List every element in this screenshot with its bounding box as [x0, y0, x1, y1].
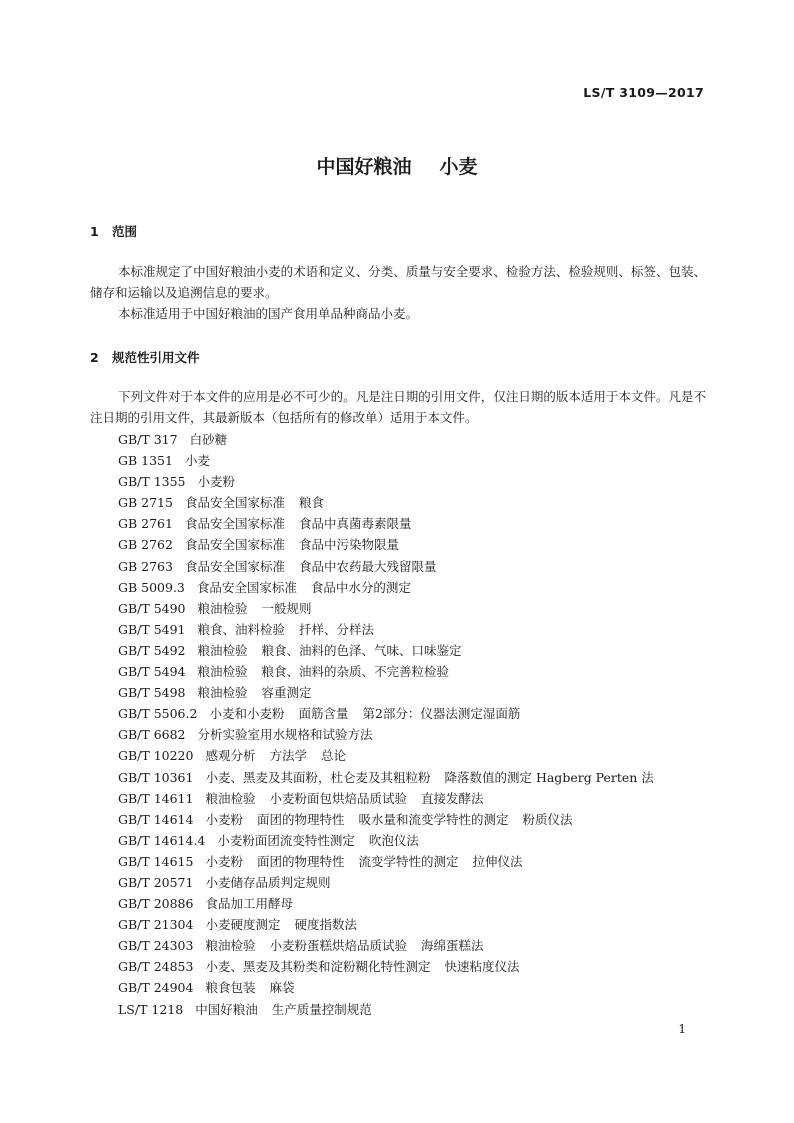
section-1-title: 范围 — [112, 224, 138, 239]
reference-title: 粮食包装 — [205, 980, 256, 996]
reference-title: 小麦粉 — [197, 474, 236, 490]
section-1-number: 1 — [90, 224, 99, 239]
reference-code: GB 2762 — [118, 537, 173, 553]
reference-item — [118, 809, 708, 830]
reference-title: 粮油检验 — [205, 790, 256, 806]
reference-code: GB/T 5506.2 — [118, 706, 198, 722]
reference-subtitle: 降落数值的测定 Hagberg Perten 法 — [444, 769, 654, 785]
reference-code: GB/T 21304 — [118, 917, 194, 933]
reference-title: 小麦、黑麦及其粉类和淀粉糊化特性测定 — [205, 959, 431, 975]
reference-subtitle: 面团的物理特性 — [256, 853, 345, 869]
reference-code: GB/T 5492 — [118, 642, 186, 658]
reference-subtitle: 快速粘度仪法 — [444, 959, 520, 975]
reference-subtitle2: 直接发酵法 — [421, 790, 484, 806]
reference-code: GB/T 5494 — [118, 664, 186, 680]
reference-item — [118, 598, 708, 619]
reference-subtitle: 食品中真菌毒素限量 — [298, 516, 412, 532]
reference-subtitle: 生产质量控制规范 — [271, 1001, 372, 1017]
reference-item — [118, 977, 708, 998]
section-2-heading — [90, 348, 200, 366]
reference-item — [118, 556, 708, 577]
reference-code: LS/T 1218 — [118, 1001, 184, 1017]
reference-code: GB/T 20886 — [118, 896, 194, 912]
section-1-heading — [90, 222, 137, 240]
reference-item — [118, 534, 708, 555]
section-2-number: 2 — [90, 350, 99, 365]
reference-subtitle: 方法学 — [269, 748, 307, 764]
reference-item — [118, 619, 708, 640]
reference-item — [118, 999, 708, 1020]
reference-subtitle: 粮食、油料的杂质、不完善粒检验 — [261, 664, 450, 680]
reference-code: GB/T 24303 — [118, 938, 194, 954]
reference-subtitle: 扦样、分样法 — [299, 621, 375, 637]
reference-title: 粮食、油料检验 — [197, 621, 286, 637]
reference-title: 粮油检验 — [197, 685, 248, 701]
reference-title: 食品加工用酵母 — [205, 896, 293, 912]
reference-code: GB/T 10220 — [118, 748, 194, 764]
reference-title: 白砂糖 — [189, 432, 228, 447]
reference-title: 小麦粉面团流变特性测定 — [217, 832, 355, 848]
title-part-2: 小麦 — [439, 156, 478, 178]
reference-subtitle: 面团的物理特性 — [256, 811, 345, 827]
reference-subtitle: 小麦粉蛋糕烘焙品质试验 — [269, 938, 407, 954]
reference-subtitle: 吹泡仪法 — [368, 832, 419, 848]
reference-subtitle2: 吸水量和流变学特性的测定 — [358, 811, 509, 827]
reference-code: GB/T 317 — [118, 432, 178, 447]
reference-title: 食品安全国家标准 — [184, 495, 285, 511]
reference-subtitle3: 粉质仪法 — [522, 811, 573, 827]
reference-code: GB 1351 — [118, 453, 173, 469]
reference-title: 小麦硬度测定 — [205, 917, 281, 933]
reference-subtitle2: 流变学特性的测定 — [358, 853, 459, 869]
reference-code: GB 2761 — [118, 516, 173, 532]
reference-title: 小麦粉 — [205, 811, 243, 827]
page-number: 1 — [678, 1022, 686, 1036]
reference-item — [118, 492, 708, 513]
reference-code: GB/T 14614 — [118, 811, 194, 827]
reference-item — [118, 935, 708, 956]
reference-list — [118, 429, 708, 1020]
reference-subtitle3: 拉伸仪法 — [472, 853, 523, 869]
reference-code: GB/T 10361 — [118, 769, 194, 785]
reference-item — [118, 450, 708, 471]
reference-subtitle: 麻袋 — [269, 980, 295, 996]
reference-item — [118, 577, 708, 598]
reference-subtitle: 小麦粉面包烘焙品质试验 — [269, 790, 407, 806]
reference-code: GB/T 5498 — [118, 685, 186, 701]
reference-code: GB 2715 — [118, 495, 173, 511]
reference-item — [118, 513, 708, 534]
reference-title: 食品安全国家标准 — [196, 579, 297, 595]
reference-item — [118, 851, 708, 872]
reference-title: 粮油检验 — [205, 938, 256, 954]
reference-subtitle: 食品中农药最大残留限量 — [298, 558, 437, 574]
reference-item — [118, 830, 708, 851]
section-1-paragraph-1: 本标准规定了中国好粮油小麦的术语和定义、分类、质量与安全要求、检验方法、检验规则、标签、包装、储存和运输以及追溯信息的要求。 — [90, 264, 706, 300]
reference-subtitle2: 第2部分：仪器法测定湿面筋 — [362, 706, 521, 722]
reference-title: 分析实验室用水规格和试验方法 — [197, 727, 373, 743]
reference-title: 粮油检验 — [197, 642, 248, 658]
reference-title: 小麦储存品质判定规则 — [205, 874, 331, 890]
reference-code: GB/T 6682 — [118, 727, 186, 743]
reference-item — [118, 661, 708, 682]
section-1-paragraph-2: 本标准适用于中国好粮油的国产食用单品种商品小麦。 — [118, 306, 419, 321]
reference-code: GB/T 14614.4 — [118, 832, 206, 848]
reference-item — [118, 703, 708, 724]
reference-item — [118, 788, 708, 809]
title-part-1: 中国好粮油 — [316, 156, 412, 178]
reference-subtitle: 硬度指数法 — [294, 917, 357, 933]
reference-subtitle: 粮食 — [298, 495, 324, 511]
reference-title: 粮油检验 — [197, 600, 248, 616]
reference-title: 食品安全国家标准 — [184, 537, 285, 553]
reference-title: 小麦粉 — [205, 853, 243, 869]
reference-code: GB 2763 — [118, 558, 173, 574]
reference-subtitle: 面筋含量 — [298, 706, 349, 722]
reference-title: 中国好粮油 — [195, 1001, 258, 1017]
reference-subtitle: 粮食、油料的色泽、气味、口味鉴定 — [261, 642, 462, 658]
reference-code: GB/T 5490 — [118, 600, 186, 616]
reference-code: GB/T 14611 — [118, 790, 194, 806]
reference-title: 食品安全国家标准 — [184, 516, 285, 532]
reference-title: 小麦和小麦粉 — [209, 706, 285, 722]
reference-item — [118, 724, 708, 745]
reference-title: 小麦、黑麦及其面粉，杜仑麦及其粗粒粉 — [205, 769, 431, 785]
reference-subtitle: 食品中水分的测定 — [310, 579, 411, 595]
reference-subtitle: 食品中污染物限量 — [298, 537, 399, 553]
reference-item — [118, 682, 708, 703]
section-2-title: 规范性引用文件 — [112, 350, 200, 365]
reference-title: 小麦 — [184, 453, 210, 469]
reference-item — [118, 893, 708, 914]
reference-title: 感观分析 — [205, 748, 256, 764]
reference-code: GB/T 24853 — [118, 959, 194, 975]
reference-title: 粮油检验 — [197, 664, 248, 680]
reference-code: GB 5009.3 — [118, 579, 185, 595]
reference-code: GB/T 14615 — [118, 853, 194, 869]
reference-code: GB/T 1355 — [118, 474, 186, 490]
reference-subtitle: 容重测定 — [261, 685, 312, 701]
document-title — [0, 152, 794, 179]
reference-subtitle2: 总论 — [321, 748, 347, 764]
section-2-intro: 下列文件对于本文件的应用是必不可少的。凡是注日期的引用文件，仅注日期的版本适用于本文件。凡是不注日期的引用文件，其最新版本（包括所有的修改单）适用于本文件。 — [90, 389, 706, 425]
standard-code: LS/T 3109—2017 — [583, 85, 704, 100]
reference-item — [118, 429, 708, 450]
reference-item — [118, 767, 708, 788]
reference-item — [118, 745, 708, 766]
reference-item — [118, 956, 708, 977]
reference-code: GB/T 5491 — [118, 621, 186, 637]
reference-subtitle2: 海绵蛋糕法 — [421, 938, 484, 954]
reference-item — [118, 640, 708, 661]
reference-code: GB/T 20571 — [118, 874, 194, 890]
reference-subtitle: 一般规则 — [261, 600, 312, 616]
reference-title: 食品安全国家标准 — [184, 558, 285, 574]
reference-item — [118, 914, 708, 935]
reference-item — [118, 471, 708, 492]
reference-item — [118, 872, 708, 893]
reference-code: GB/T 24904 — [118, 980, 194, 996]
